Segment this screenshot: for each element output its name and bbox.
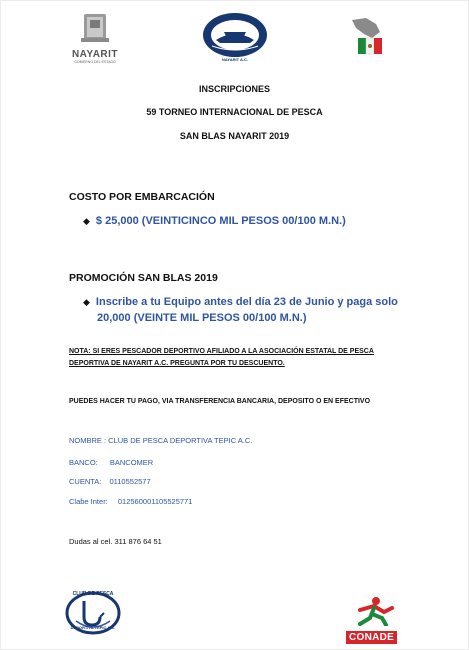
- asociacion-logo-arc-text: ASOCIACION ESTATAL DE PESCA DEPORTIVA: [202, 9, 268, 13]
- contact-phone: Dudas al cel. 311 876 64 51: [69, 537, 162, 546]
- conade-logo: [346, 596, 398, 642]
- nayarit-logo-text: NAYARIT: [71, 49, 119, 60]
- club-logo-top-text: CLUB DE PESCA: [72, 591, 114, 597]
- bank-account-name: NOMBRE : CLUB DE PESCA DEPORTIVA TEPIC A.C.: [69, 436, 253, 445]
- conade-logo-text-wrapper: [346, 627, 397, 645]
- mexico-map-flag-icon: [346, 14, 388, 60]
- diamond-bullet-icon: ◆: [83, 216, 90, 226]
- diamond-bullet-icon: ◆: [83, 297, 90, 307]
- clabe-row: [69, 497, 192, 506]
- promo-bullet-line-2: 20,000 (VEINTE MIL PESOS 00/100 M.N.): [97, 312, 307, 324]
- cost-heading: COSTO POR EMBARCACIÓN: [69, 191, 215, 203]
- payment-text: PUEDES HACER TU PAGO, VIA TRANSFERENCIA BANCARIA, DEPOSITO O EN EFECTIVO: [69, 398, 371, 405]
- title-line-2: 59 TORNEO INTERNACIONAL DE PESCA: [146, 107, 323, 117]
- cost-bullet: [83, 213, 346, 229]
- clabe-label: Clabe Inter:: [69, 497, 108, 506]
- clabe-value: 012560001105525771: [117, 497, 193, 506]
- note-line-1: NOTA: SI ERES PESCADOR DEPORTIVO AFILIADO A LA ASOCIACIÓN ESTATAL DE PESCA: [69, 348, 374, 355]
- running-figure-icon: [346, 596, 398, 626]
- conade-logo-text: CONADE: [346, 631, 397, 644]
- state-shield-icon: [64, 12, 126, 46]
- promo-bullet: [83, 294, 398, 310]
- nayarit-logo: [64, 12, 126, 62]
- club-pesca-logo: [62, 587, 124, 639]
- bank-value: BANCOMER: [109, 458, 154, 467]
- bank-row: [69, 458, 153, 467]
- account-value: 0110552577: [109, 477, 151, 486]
- cost-bullet-text: $ 25,000 (VEINTICINCO MIL PESOS 00/100 M.N.): [95, 215, 346, 227]
- mexico-logo: [346, 14, 388, 60]
- title-line-3: SAN BLAS NAYARIT 2019: [179, 131, 290, 141]
- promo-heading: PROMOCIÓN SAN BLAS 2019: [69, 272, 218, 284]
- account-label: CUENTA:: [69, 477, 102, 486]
- account-row: [69, 477, 151, 486]
- club-logo-bottom-text: DEPORTIVA TEPIC A.C.: [70, 625, 116, 630]
- asociacion-logo-bottom-text: NAYARIT A.C.: [221, 57, 248, 62]
- asociacion-logo: [200, 10, 270, 66]
- note-line-2: DEPORTIVA DE NAYARIT A.C. PREGUNTA POR TU DESCUENTO.: [69, 360, 285, 367]
- promo-bullet-line-1: Inscribe a tu Equipo antes del día 23 de Junio y paga solo: [95, 296, 398, 308]
- title-line-1: INSCRIPCIONES: [198, 84, 270, 94]
- bank-label: BANCO:: [69, 458, 98, 467]
- nayarit-logo-subtitle: GOBIERNO DEL ESTADO: [74, 60, 116, 64]
